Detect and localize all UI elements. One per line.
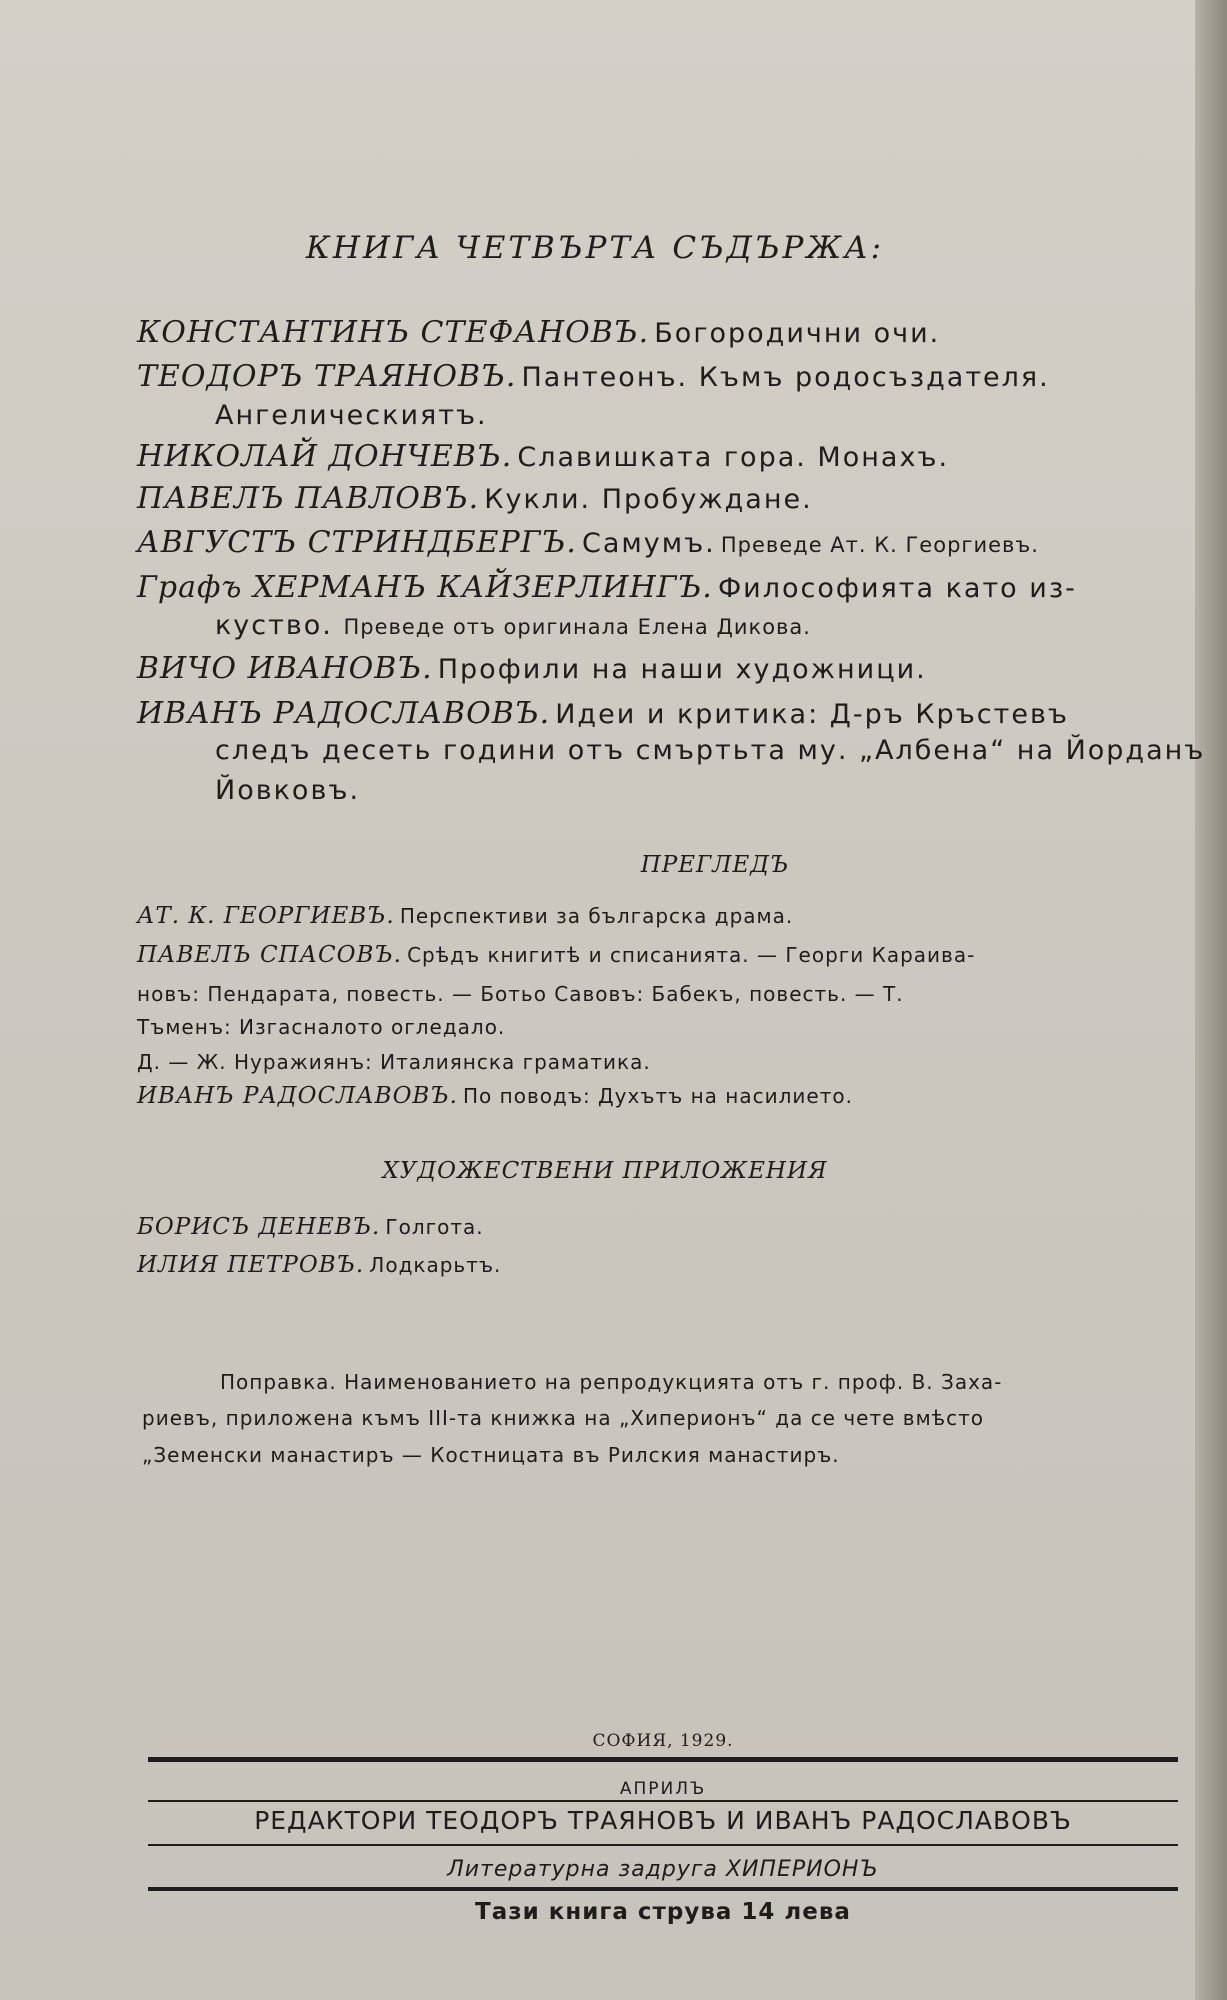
- rule-thick: [148, 1887, 1178, 1891]
- toc-title: Славишката гора. Монахъ.: [517, 442, 950, 473]
- contents-heading: КНИГА ЧЕТВЪРТА СЪДЪРЖА:: [305, 230, 885, 266]
- correction-note-line: „Земенски манастиръ — Костницата въ Рилския манастиръ.: [142, 1443, 840, 1467]
- art-entry: [137, 1252, 1177, 1278]
- toc-author: ИВАНЪ РАДОСЛАВОВЪ.: [137, 696, 551, 731]
- toc-continuation: [215, 610, 811, 641]
- art-title: Лодкарьтъ.: [369, 1253, 502, 1277]
- toc-author: ПАВЕЛЪ ПАВЛОВЪ.: [137, 481, 480, 516]
- toc-entry: [137, 649, 1177, 690]
- toc-title: Богородични очи.: [654, 318, 941, 349]
- translator-note: Преведе Ат. К. Георгиевъ.: [720, 533, 1039, 557]
- toc-continuation: Ангелическиятъ.: [215, 400, 488, 431]
- correction-note-line: Поправка. Наименованието на репродукцията отъ г. проф. В. Заха-: [220, 1370, 1003, 1394]
- price: Тази книга струва 14 лева: [475, 1899, 851, 1925]
- review-author: ПАВЕЛЪ СПАСОВЪ.: [137, 942, 402, 968]
- review-entry: [137, 1083, 1177, 1109]
- toc-author: АВГУСТЪ СТРИНДБЕРГЪ.: [137, 525, 577, 560]
- art-author: ИЛИЯ ПЕТРОВЪ.: [137, 1252, 365, 1278]
- review-line: Д. — Ж. Нуражиянъ: Италиянска граматика.: [137, 1050, 651, 1074]
- toc-entry: [137, 568, 1177, 609]
- review-title: Срѣдъ книгитѣ и списанията. — Георги Караива-: [407, 943, 976, 967]
- toc-entry: [137, 437, 1177, 478]
- toc-author: ВИЧО ИВАНОВЪ.: [137, 651, 433, 686]
- toc-title: Самумъ.: [581, 528, 716, 559]
- rule-thin: [148, 1844, 1178, 1846]
- toc-title: Профили на наши художници.: [437, 654, 927, 685]
- review-line: Тъменъ: Изгасналото огледало.: [137, 1015, 506, 1039]
- toc-continuation-text: куство.: [215, 610, 333, 641]
- review-line: новъ: Пендарата, повесть. — Ботьо Савовъ: Бабекъ, повесть. — Т.: [137, 982, 904, 1006]
- art-heading: ХУДОЖЕСТВЕНИ ПРИЛОЖЕНИЯ: [382, 1158, 828, 1184]
- toc-author: Графъ ХЕРМАНЪ КАЙЗЕРЛИНГЪ.: [137, 570, 713, 605]
- review-title: По поводъ: Духътъ на насилието.: [463, 1084, 853, 1108]
- correction-note-line: риевъ, приложена къмъ III-та книжка на „Хиперионъ“ да се чете вмѣсто: [142, 1406, 984, 1430]
- editors: РЕДАКТОРИ ТЕОДОРЪ ТРАЯНОВЪ И ИВАНЪ РАДОСЛАВОВЪ: [254, 1806, 1072, 1835]
- review-entry: [137, 903, 1177, 929]
- rule-thick: [148, 1757, 1178, 1762]
- toc-title: Идеи и критика: Д-ръ Кръстевъ: [555, 699, 1069, 730]
- review-heading: ПРЕГЛЕДЪ: [640, 852, 790, 878]
- toc-author: ТЕОДОРЪ ТРАЯНОВЪ.: [137, 359, 517, 394]
- society: Литературна задруга ХИПЕРИОНЪ: [447, 1857, 879, 1882]
- review-author: АТ. К. ГЕОРГИЕВЪ.: [137, 903, 395, 929]
- toc-entry: [137, 694, 1177, 735]
- page-edge-shadow: [1195, 0, 1227, 2000]
- review-entry: [137, 942, 1177, 968]
- review-title: Перспективи за българска драма.: [399, 904, 794, 928]
- toc-entry: [137, 523, 1177, 564]
- toc-author: КОНСТАНТИНЪ СТЕФАНОВЪ.: [137, 315, 650, 350]
- month: АПРИЛЪ: [619, 1779, 707, 1799]
- toc-entry: [137, 357, 1177, 398]
- toc-title: Философията като из-: [717, 573, 1077, 604]
- toc-title: Пантеонъ. Къмъ родосъздателя.: [521, 362, 1050, 393]
- art-author: БОРИСЪ ДЕНЕВЪ.: [137, 1214, 381, 1240]
- toc-author: НИКОЛАЙ ДОНЧЕВЪ.: [137, 439, 513, 474]
- toc-entry: [137, 479, 1177, 520]
- toc-entry: [137, 313, 1177, 354]
- translator-note: Преведе отъ оригинала Елена Дикова.: [343, 615, 811, 639]
- toc-title: Кукли. Пробуждане.: [484, 484, 813, 515]
- toc-continuation: Йовковъ.: [215, 775, 361, 806]
- toc-continuation: следъ десеть години отъ смъртьта му. „Албена“ на Йорданъ: [215, 735, 1206, 766]
- review-author: ИВАНЪ РАДОСЛАВОВЪ.: [137, 1083, 458, 1109]
- art-title: Голгота.: [385, 1215, 484, 1239]
- place-year: СОФИЯ, 1929.: [592, 1731, 734, 1751]
- rule-thin: [148, 1800, 1178, 1802]
- art-entry: [137, 1214, 1177, 1240]
